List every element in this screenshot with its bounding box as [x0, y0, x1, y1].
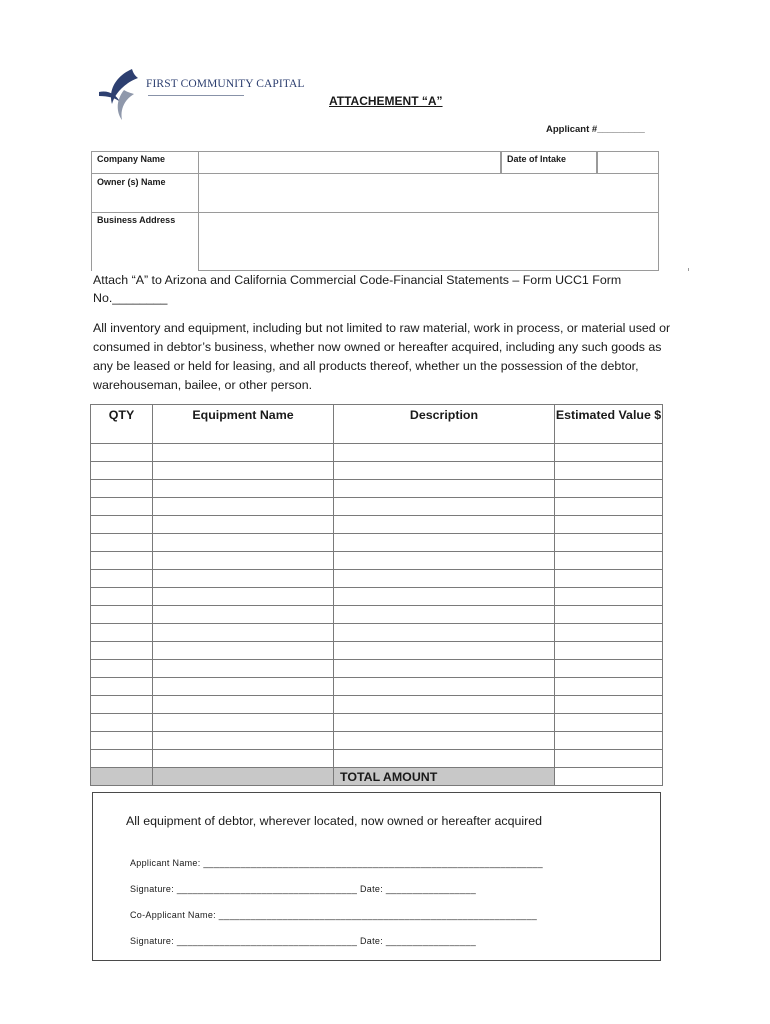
estimated-value-cell[interactable]: [555, 516, 663, 534]
description-cell[interactable]: [334, 498, 555, 516]
co-applicant-signature-line[interactable]: Signature: __________________________________ Date: _________________: [130, 936, 477, 946]
estimated-value-cell[interactable]: [555, 696, 663, 714]
equipment-name-cell[interactable]: [153, 714, 334, 732]
co-applicant-name-line[interactable]: Co-Applicant Name: ____________________________________________________________: [130, 910, 538, 920]
qty-cell[interactable]: [91, 516, 153, 534]
date-of-intake-input[interactable]: [597, 151, 659, 174]
description-cell[interactable]: [334, 444, 555, 462]
equipment-name-cell[interactable]: [153, 552, 334, 570]
equipment-name-cell[interactable]: [153, 642, 334, 660]
qty-cell[interactable]: [91, 480, 153, 498]
table-row: [91, 588, 663, 606]
description-cell[interactable]: [334, 750, 555, 768]
estimated-value-header: Estimated Value $: [555, 405, 663, 444]
estimated-value-cell[interactable]: [555, 534, 663, 552]
table-row: [91, 534, 663, 552]
table-row: [91, 714, 663, 732]
description-cell[interactable]: [334, 624, 555, 642]
table-row: [91, 732, 663, 750]
equipment-name-cell[interactable]: [153, 444, 334, 462]
equipment-name-cell[interactable]: [153, 606, 334, 624]
estimated-value-cell[interactable]: [555, 660, 663, 678]
equipment-name-cell[interactable]: [153, 660, 334, 678]
description-cell[interactable]: [334, 516, 555, 534]
table-row: [91, 444, 663, 462]
estimated-value-cell[interactable]: [555, 462, 663, 480]
equipment-name-cell[interactable]: [153, 678, 334, 696]
qty-cell[interactable]: [91, 588, 153, 606]
description-cell[interactable]: [334, 732, 555, 750]
description-cell[interactable]: [334, 678, 555, 696]
info-divider: [91, 212, 198, 213]
table-row: [91, 480, 663, 498]
owner-name-label: Owner (s) Name: [97, 177, 166, 187]
description-header: Description: [334, 405, 555, 444]
business-address-label: Business Address: [97, 215, 176, 225]
company-name-label: Company Name: [97, 154, 166, 164]
info-label-column: [91, 151, 198, 271]
equipment-name-cell[interactable]: [153, 750, 334, 768]
logo-underline: [148, 95, 244, 96]
total-row: [91, 768, 663, 786]
total-shaded-cell: [153, 768, 334, 786]
description-cell[interactable]: [334, 642, 555, 660]
qty-cell[interactable]: [91, 624, 153, 642]
business-address-input[interactable]: [198, 212, 659, 271]
equipment-name-cell[interactable]: [153, 498, 334, 516]
equipment-name-cell[interactable]: [153, 462, 334, 480]
equipment-table-header: [91, 405, 663, 444]
qty-cell[interactable]: [91, 660, 153, 678]
estimated-value-cell[interactable]: [555, 714, 663, 732]
total-amount-label: TOTAL AMOUNT: [334, 768, 555, 786]
equipment-name-header: Equipment Name: [153, 405, 334, 444]
estimated-value-cell[interactable]: [555, 480, 663, 498]
estimated-value-cell[interactable]: [555, 444, 663, 462]
estimated-value-cell[interactable]: [555, 732, 663, 750]
date-of-intake-label: Date of Intake: [507, 154, 567, 164]
qty-header: QTY: [91, 405, 153, 444]
ucc1-attach-statement: Attach “A” to Arizona and California Commercial Code-Financial Statements – Form UCC1 Form No.________: [93, 273, 622, 305]
table-row: [91, 750, 663, 768]
equipment-name-cell[interactable]: [153, 624, 334, 642]
qty-cell[interactable]: [91, 570, 153, 588]
table-row: [91, 660, 663, 678]
equipment-name-cell[interactable]: [153, 480, 334, 498]
description-cell[interactable]: [334, 480, 555, 498]
table-row: [91, 678, 663, 696]
table-row: [91, 624, 663, 642]
equipment-statement: All equipment of debtor, wherever located, now owned or hereafter acquired: [126, 814, 543, 828]
swoosh-logo-icon: [94, 66, 150, 122]
equipment-name-cell[interactable]: [153, 570, 334, 588]
table-row: [91, 552, 663, 570]
qty-cell[interactable]: [91, 606, 153, 624]
applicant-number-field[interactable]: Applicant #_________: [546, 124, 645, 135]
description-cell[interactable]: [334, 534, 555, 552]
qty-cell[interactable]: [91, 732, 153, 750]
equipment-table: [90, 404, 663, 786]
margin-mark: [688, 268, 689, 271]
table-row: [91, 498, 663, 516]
table-row: [91, 462, 663, 480]
total-shaded-cell: [91, 768, 153, 786]
equipment-name-cell[interactable]: [153, 588, 334, 606]
qty-cell[interactable]: [91, 750, 153, 768]
qty-cell[interactable]: [91, 462, 153, 480]
description-cell[interactable]: [334, 570, 555, 588]
description-cell[interactable]: [334, 696, 555, 714]
logo-wordmark: FIRST COMMUNITY CAPITAL: [146, 78, 305, 90]
estimated-value-cell[interactable]: [555, 750, 663, 768]
description-cell[interactable]: [334, 462, 555, 480]
qty-cell[interactable]: [91, 444, 153, 462]
description-cell[interactable]: [334, 660, 555, 678]
equipment-name-cell[interactable]: [153, 732, 334, 750]
estimated-value-cell[interactable]: [555, 498, 663, 516]
table-row: [91, 570, 663, 588]
equipment-name-cell[interactable]: [153, 516, 334, 534]
description-cell[interactable]: [334, 588, 555, 606]
company-name-input[interactable]: [198, 151, 501, 174]
estimated-value-cell[interactable]: [555, 588, 663, 606]
table-row: [91, 696, 663, 714]
company-logo: [94, 66, 304, 122]
qty-cell[interactable]: [91, 714, 153, 732]
table-row: [91, 516, 663, 534]
equipment-table-body: [91, 444, 663, 768]
estimated-value-cell[interactable]: [555, 552, 663, 570]
qty-cell[interactable]: [91, 696, 153, 714]
estimated-value-cell[interactable]: [555, 624, 663, 642]
description-cell[interactable]: [334, 606, 555, 624]
page-title: ATTACHEMENT “A”: [329, 94, 443, 108]
inventory-description: All inventory and equipment, including but not limited to raw material, work in process, or material used or consumed in debtor’s business, whether now owned or hereafter acquired, including any such goods as any be leased or held for leasing, and all products thereof, whether un the possession of the debtor, warehouseman, bailee, or other person.: [93, 321, 671, 392]
equipment-name-cell[interactable]: [153, 696, 334, 714]
owner-name-input[interactable]: [198, 173, 659, 213]
applicant-signature-line[interactable]: Signature: __________________________________ Date: _________________: [130, 884, 477, 894]
estimated-value-cell[interactable]: [555, 642, 663, 660]
table-row: [91, 606, 663, 624]
total-amount-input[interactable]: [555, 768, 663, 786]
description-cell[interactable]: [334, 714, 555, 732]
table-row: [91, 642, 663, 660]
estimated-value-cell[interactable]: [555, 606, 663, 624]
qty-cell[interactable]: [91, 678, 153, 696]
applicant-name-line[interactable]: Applicant Name: ________________________________________________________________: [130, 858, 543, 868]
qty-cell[interactable]: [91, 498, 153, 516]
description-cell[interactable]: [334, 552, 555, 570]
estimated-value-cell[interactable]: [555, 570, 663, 588]
qty-cell[interactable]: [91, 642, 153, 660]
info-divider: [91, 151, 198, 152]
qty-cell[interactable]: [91, 552, 153, 570]
equipment-name-cell[interactable]: [153, 534, 334, 552]
qty-cell[interactable]: [91, 534, 153, 552]
estimated-value-cell[interactable]: [555, 678, 663, 696]
info-divider: [91, 173, 198, 174]
signature-box: [92, 792, 661, 961]
applicant-info-table: [91, 151, 659, 271]
